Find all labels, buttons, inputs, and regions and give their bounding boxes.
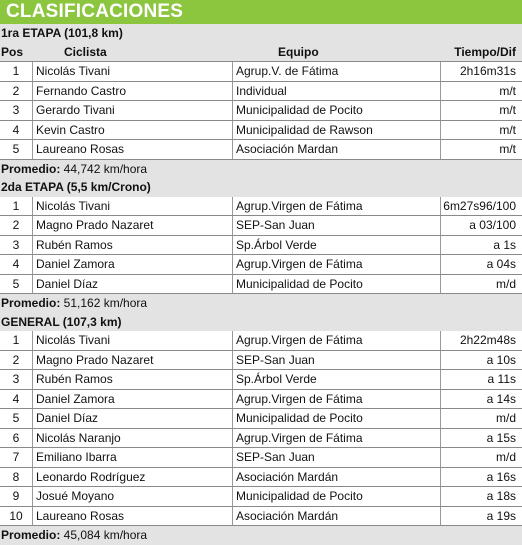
table-row xyxy=(0,101,522,121)
time-cell: a 04s xyxy=(486,257,516,271)
time-cell: 2h22m48s xyxy=(459,333,516,347)
time-cell: 2h16m31s xyxy=(459,64,516,78)
table-row xyxy=(0,331,522,351)
position-cell: 4 xyxy=(12,257,20,271)
team-cell: Agrup.Virgen de Fátima xyxy=(236,257,363,271)
average-label: Promedio: xyxy=(1,161,61,176)
table-row xyxy=(0,468,522,488)
header-time: Tiempo/Dif xyxy=(454,44,516,59)
team-cell: Municipalidad de Pocito xyxy=(236,103,363,117)
cyclist-cell: Nicolás Tivani xyxy=(36,333,111,347)
stage-title: 2da ETAPA (5,5 km/Crono) xyxy=(0,178,522,197)
team-cell: Agrup.V. de Fátima xyxy=(236,64,339,78)
average-value: 44,742 km/hora xyxy=(60,161,148,176)
position-cell: 5 xyxy=(12,411,20,425)
average-value: 45,084 km/hora xyxy=(60,528,148,542)
team-cell: SEP-San Juan xyxy=(236,450,315,464)
position-cell: 2 xyxy=(12,218,20,232)
stage-title: 1ra ETAPA (101,8 km) xyxy=(0,24,522,43)
table-row xyxy=(0,390,522,410)
position-cell: 5 xyxy=(12,142,20,156)
cyclist-cell: Magno Prado Nazaret xyxy=(36,352,154,367)
cyclist-cell: Rubén Ramos xyxy=(36,372,113,386)
cyclist-cell: Josué Moyano xyxy=(36,489,115,503)
time-cell: m/t xyxy=(499,83,516,98)
cyclist-cell: Daniel Zamora xyxy=(36,391,115,406)
cyclist-cell: Nicolás Tivani xyxy=(36,198,111,213)
team-cell: Agrup.Virgen de Fátima xyxy=(236,430,363,445)
average-label: Promedio: xyxy=(1,528,61,542)
time-cell: m/t xyxy=(499,103,516,117)
team-cell: Municipalidad de Pocito xyxy=(236,411,363,425)
team-cell: Individual xyxy=(236,83,287,98)
position-cell: 2 xyxy=(12,352,20,367)
average-label: Promedio: xyxy=(1,296,61,310)
cyclist-cell: Daniel Zamora xyxy=(36,257,115,271)
position-cell: 4 xyxy=(12,122,20,137)
time-cell: m/d xyxy=(495,450,516,464)
column-header-row xyxy=(0,43,522,63)
average-speed-row xyxy=(0,526,522,545)
time-cell: 6m27s96/100 xyxy=(443,198,516,213)
cyclist-cell: Nicolás Tivani xyxy=(36,64,111,78)
position-cell: 3 xyxy=(12,237,20,252)
position-cell: 4 xyxy=(12,391,20,406)
average-speed-row xyxy=(0,160,522,179)
position-cell: 6 xyxy=(12,430,20,445)
cyclist-cell: Daniel Díaz xyxy=(36,411,99,425)
table-row xyxy=(0,448,522,468)
classification-table xyxy=(0,24,522,545)
cyclist-cell: Magno Prado Nazaret xyxy=(36,218,154,232)
table-row xyxy=(0,62,522,82)
time-cell: m/d xyxy=(495,276,516,291)
team-cell: Municipalidad de Rawson xyxy=(236,122,373,137)
time-cell: a 03/100 xyxy=(469,218,516,232)
table-row xyxy=(0,409,522,429)
time-cell: m/d xyxy=(495,411,516,425)
time-cell: a 19s xyxy=(486,508,516,523)
cyclist-cell: Fernando Castro xyxy=(36,83,127,98)
position-cell: 1 xyxy=(12,333,20,347)
time-cell: a 10s xyxy=(486,352,516,367)
table-row xyxy=(0,370,522,390)
cyclist-cell: Nicolás Naranjo xyxy=(36,430,121,445)
position-cell: 9 xyxy=(12,489,20,503)
cyclist-cell: Kevin Castro xyxy=(36,122,105,137)
table-row xyxy=(0,255,522,275)
cyclist-cell: Leonardo Rodríguez xyxy=(36,469,146,484)
time-cell: a 16s xyxy=(486,469,516,484)
table-row xyxy=(0,487,522,507)
cyclist-cell: Laureano Rosas xyxy=(36,508,125,523)
position-cell: 2 xyxy=(12,83,20,98)
table-row xyxy=(0,82,522,102)
table-row xyxy=(0,140,522,160)
team-cell: Agrup.Virgen de Fátima xyxy=(236,391,363,406)
table-row xyxy=(0,121,522,141)
team-cell: Sp.Árbol Verde xyxy=(236,237,317,252)
header-cyclist: Ciclista xyxy=(64,44,107,59)
time-cell: m/t xyxy=(499,122,516,137)
cyclist-cell: Emiliano Ibarra xyxy=(36,450,117,464)
position-cell: 5 xyxy=(12,276,20,291)
time-cell: a 18s xyxy=(486,489,516,503)
average-value: 51,162 km/hora xyxy=(60,296,148,310)
table-row xyxy=(0,429,522,449)
stage-title: GENERAL (107,3 km) xyxy=(0,313,522,332)
team-cell: Sp.Árbol Verde xyxy=(236,372,317,386)
table-row xyxy=(0,216,522,236)
time-cell: m/t xyxy=(499,142,516,156)
position-cell: 1 xyxy=(12,64,20,78)
table-row xyxy=(0,236,522,256)
time-cell: a 11s xyxy=(487,372,516,386)
table-row xyxy=(0,507,522,527)
position-cell: 7 xyxy=(12,450,20,464)
team-cell: Municipalidad de Pocito xyxy=(236,276,363,291)
time-cell: a 14s xyxy=(486,391,516,406)
cyclist-cell: Rubén Ramos xyxy=(36,237,113,252)
position-cell: 3 xyxy=(12,372,20,386)
team-cell: Asociación Mardán xyxy=(236,469,339,484)
cyclist-cell: Daniel Díaz xyxy=(36,276,99,291)
team-cell: SEP-San Juan xyxy=(236,218,315,232)
team-cell: SEP-San Juan xyxy=(236,352,315,367)
position-cell: 8 xyxy=(12,469,20,484)
team-cell: Asociación Mardan xyxy=(236,142,339,156)
cyclist-cell: Gerardo Tivani xyxy=(36,103,115,117)
cyclist-cell: Laureano Rosas xyxy=(36,142,125,156)
team-cell: Agrup.Virgen de Fátima xyxy=(236,198,363,213)
position-cell: 10 xyxy=(9,508,23,523)
position-cell: 1 xyxy=(12,198,20,213)
table-row xyxy=(0,351,522,371)
team-cell: Municipalidad de Pocito xyxy=(236,489,363,503)
position-cell: 3 xyxy=(12,103,20,117)
team-cell: Agrup.Virgen de Fátima xyxy=(236,333,363,347)
table-row xyxy=(0,197,522,217)
average-speed-row xyxy=(0,294,522,313)
header-team: Equipo xyxy=(278,44,319,59)
page-title: CLASIFICACIONES xyxy=(0,0,522,24)
header-pos: Pos xyxy=(1,44,24,59)
table-row xyxy=(0,275,522,295)
time-cell: a 1s xyxy=(493,237,516,252)
team-cell: Asociación Mardán xyxy=(236,508,339,523)
time-cell: a 15s xyxy=(486,430,516,445)
